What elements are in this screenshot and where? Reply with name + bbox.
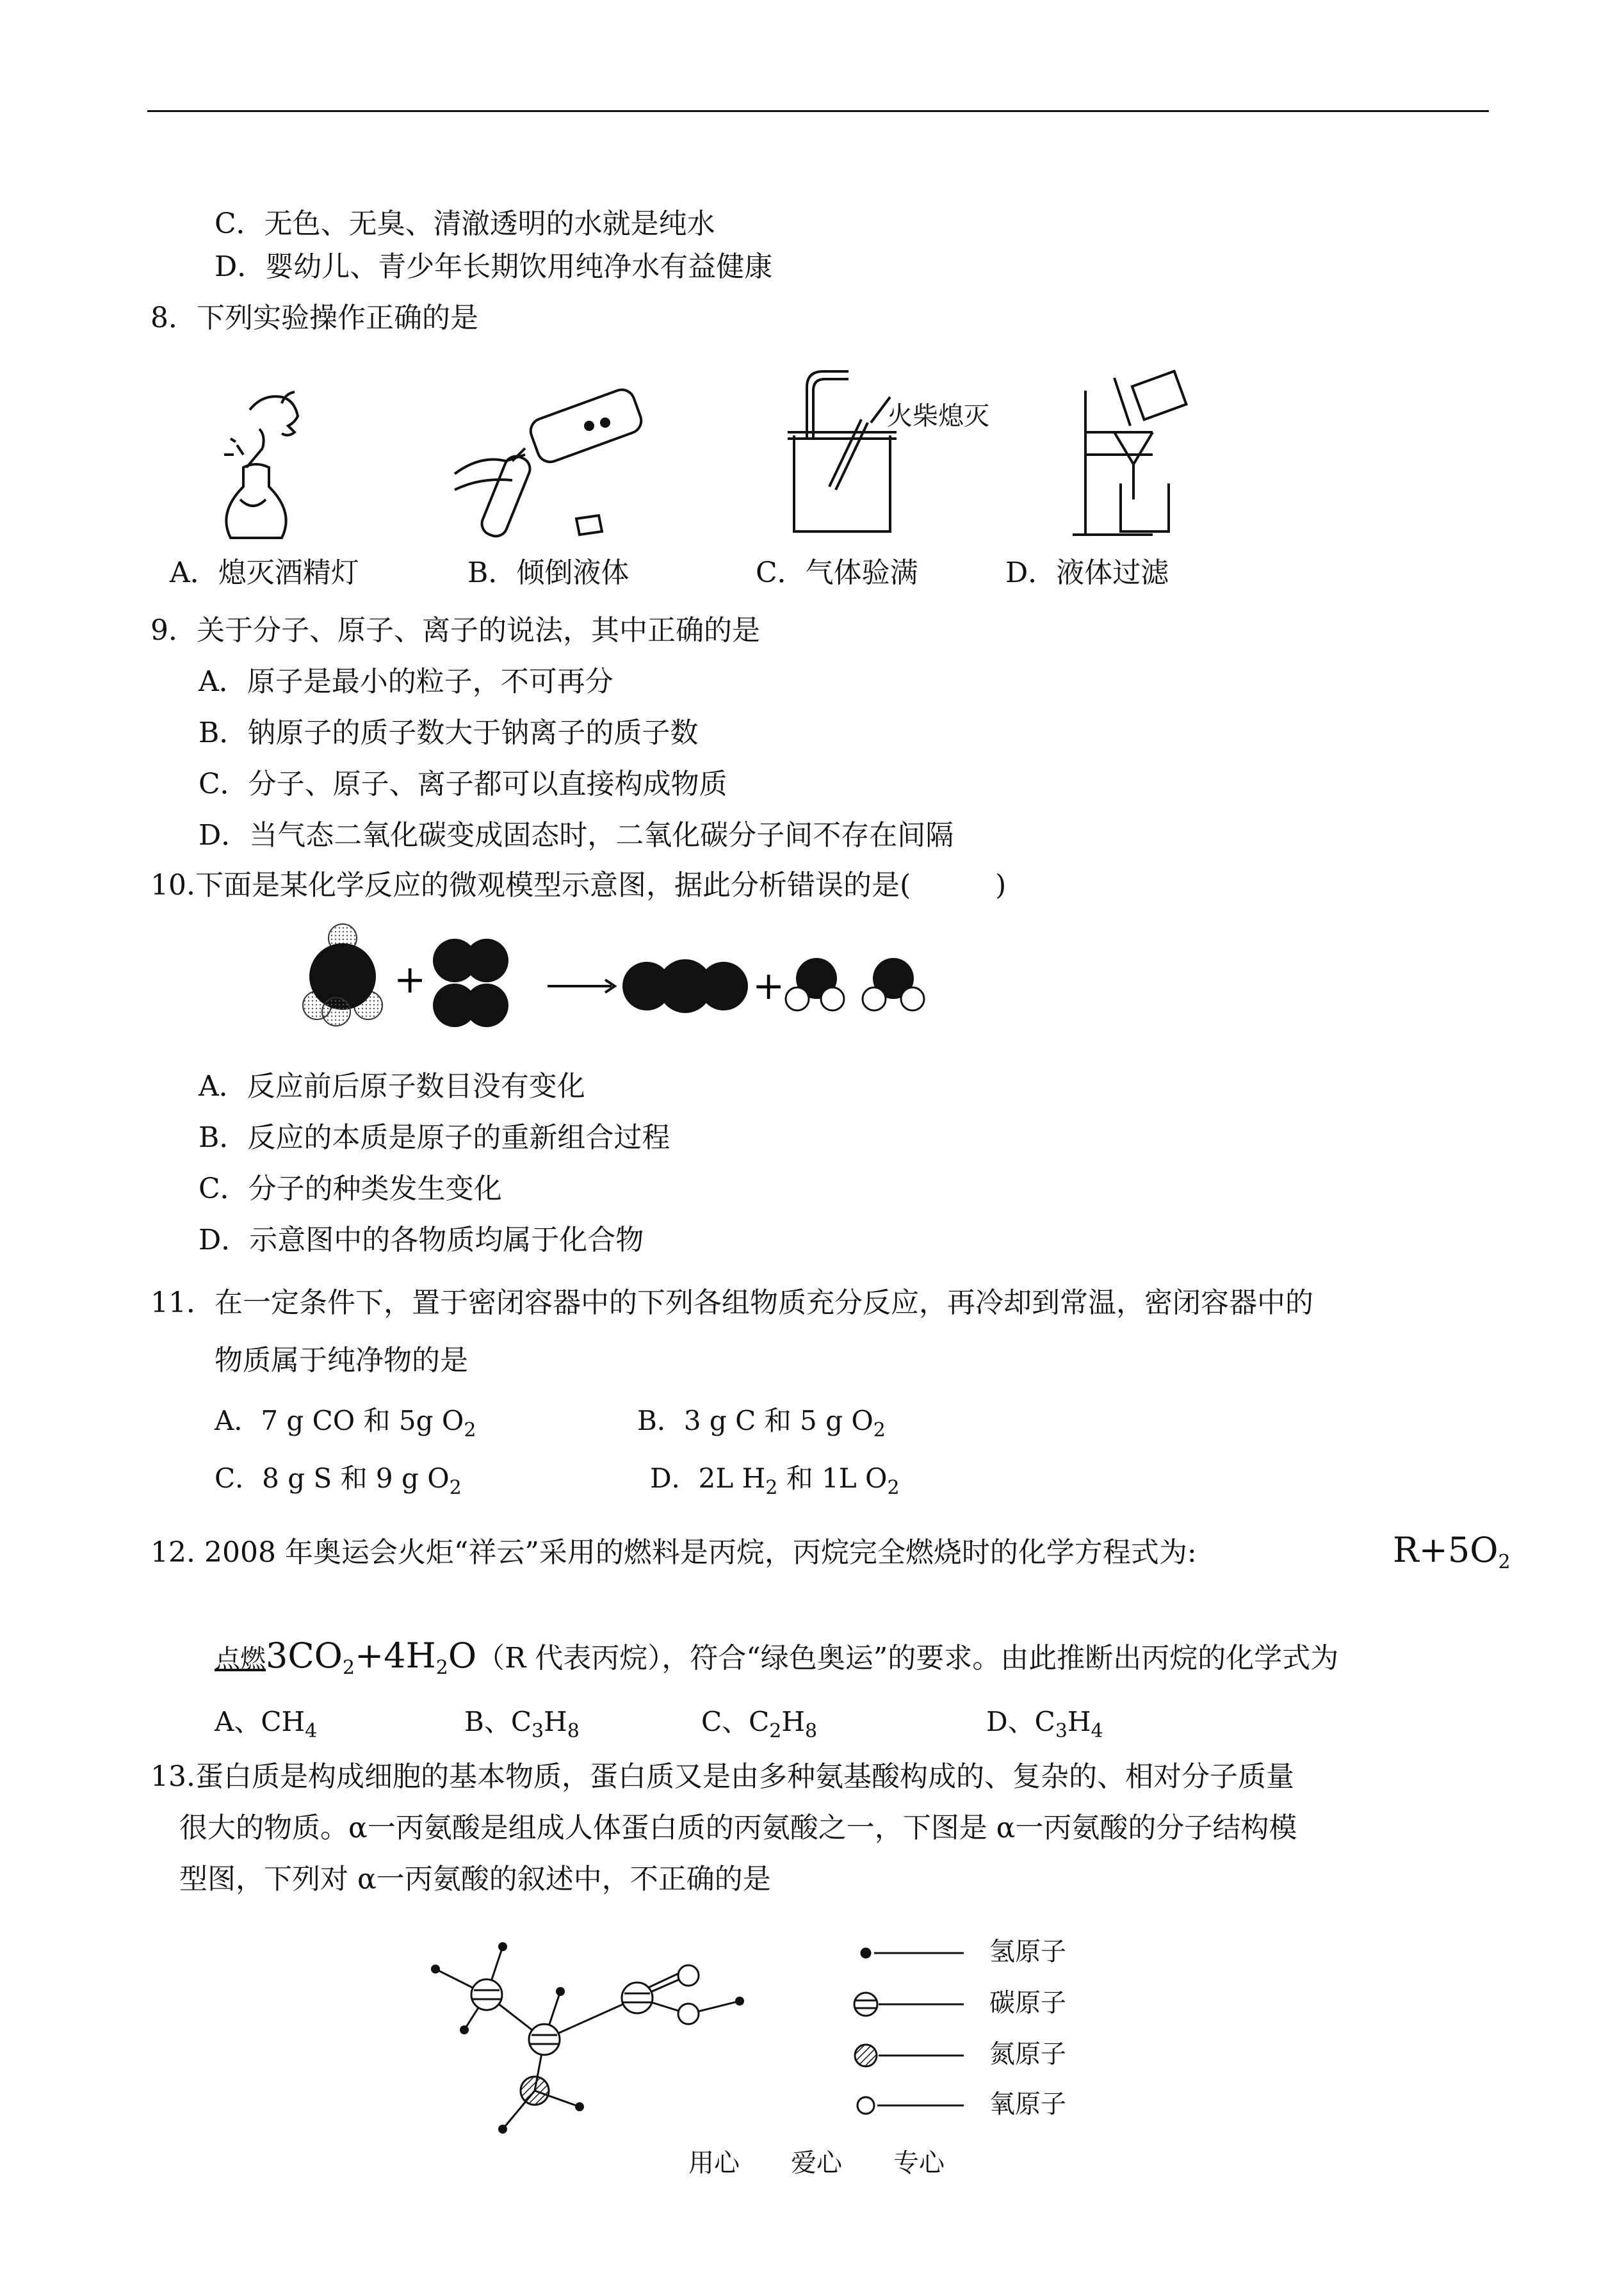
q7-option-d: D．婴幼儿、青少年长期饮用纯净水有益健康 (215, 250, 773, 283)
q11-stem-line2: 物质属于纯净物的是 (215, 1344, 468, 1377)
q13-stem-line1: 13.蛋白质是构成细胞的基本物质，蛋白质又是由多种氨基酸构成的、复杂的、相对分子质量 (150, 1760, 1294, 1793)
plus-sign-1: + (394, 957, 426, 1002)
q11-stem-line1: 11．在一定条件下，置于密闭容器中的下列各组物质充分反应，再冷却到常温，密闭容器中的 (150, 1286, 1313, 1319)
q8-option-c: C．气体验满 (756, 556, 918, 589)
alcohol-lamp-figure (211, 378, 384, 544)
q13-stem-line2: 很大的物质。α一丙氨酸是组成人体蛋白质的丙氨酸之一，下图是 α一丙氨酸的分子结构模 (179, 1812, 1297, 1844)
q12-option-a: A、$CH_4$ (215, 1706, 318, 1742)
legend-hydrogen: 氢原子 (989, 1937, 1066, 1967)
q12-stem-line1: 12. 2008 年奥运会火炬“祥云”采用的燃料是丙烷，丙烷完全燃烧时的化学方程式为: (150, 1536, 1197, 1569)
filtration-figure (1069, 365, 1210, 538)
q10-stem: 10.下面是某化学反应的微观模型示意图，据此分析错误的是( ) (150, 869, 1007, 902)
q9-option-b: B．钠原子的质子数大于钠离子的质子数 (199, 717, 699, 749)
q11-option-c: C．8 g S 和 9 g $O_2$ (215, 1463, 462, 1499)
q9-option-d: D．当气态二氧化碳变成固态时，二氧化碳分子间不存在间隔 (199, 819, 954, 852)
q11-option-a: A．7 g CO 和 5g $O_2$ (215, 1405, 476, 1441)
plus-sign-2: + (752, 964, 785, 1009)
reaction-condition: 点燃 (215, 1644, 266, 1674)
q11-option-b: B．3 g C 和 5 g $O_2$ (637, 1405, 886, 1441)
q13-stem-line3: 型图，下列对 α一丙氨酸的叙述中，不正确的是 (179, 1863, 771, 1895)
q12-equation-lhs: $R+5O_2$ (1393, 1530, 1511, 1573)
header-rule (147, 110, 1489, 112)
alanine-molecule-figure (423, 1934, 788, 2139)
q8-option-b: B．倾倒液体 (467, 556, 629, 589)
q8-option-a: A．熄灭酒精灯 (170, 556, 359, 589)
q11-option-d: D．2L $H_2$ 和 1L $O_2$ (650, 1463, 900, 1499)
q12-option-d: D、$C_3H_4$ (986, 1706, 1103, 1742)
reaction-model-figure (291, 922, 945, 1041)
q12-option-c: C、$C_2H_8$ (701, 1706, 818, 1742)
q12-equation-line: 点燃$3CO_2+4H_2O(R$ 代表丙烷），符合“绿色奥运”的要求。由此推断出丙烷的化学式为 (215, 1635, 1339, 1679)
q12-option-b: B、$C_3H_8$ (464, 1706, 580, 1742)
q10-option-d: D．示意图中的各物质均属于化合物 (199, 1224, 644, 1256)
page-footer: 用心 爱心 专心 (688, 2148, 945, 2178)
legend-nitrogen: 氮原子 (989, 2040, 1066, 2069)
q8-option-d: D．液体过滤 (1005, 556, 1169, 589)
q10-option-c: C．分子的种类发生变化 (199, 1172, 502, 1205)
pour-liquid-figure (448, 378, 666, 538)
atom-legend-symbols (852, 1934, 973, 2126)
q9-stem: 9．关于分子、原子、离子的说法，其中正确的是 (150, 614, 760, 647)
q10-option-b: B．反应的本质是原子的重新组合过程 (199, 1121, 670, 1154)
match-extinguished-label: 火柴熄灭 (887, 401, 989, 431)
legend-oxygen: 氧原子 (989, 2089, 1066, 2119)
gas-collection-figure (768, 359, 909, 538)
q10-option-a: A．反应前后原子数目没有变化 (199, 1070, 585, 1103)
q9-option-a: A．原子是最小的粒子，不可再分 (199, 665, 613, 698)
legend-carbon: 碳原子 (989, 1988, 1066, 2018)
q7-option-c: C．无色、无臭、清澈透明的水就是纯水 (215, 207, 715, 240)
q8-stem: 8．下列实验操作正确的是 (150, 302, 478, 334)
q9-option-c: C．分子、原子、离子都可以直接构成物质 (199, 768, 727, 800)
